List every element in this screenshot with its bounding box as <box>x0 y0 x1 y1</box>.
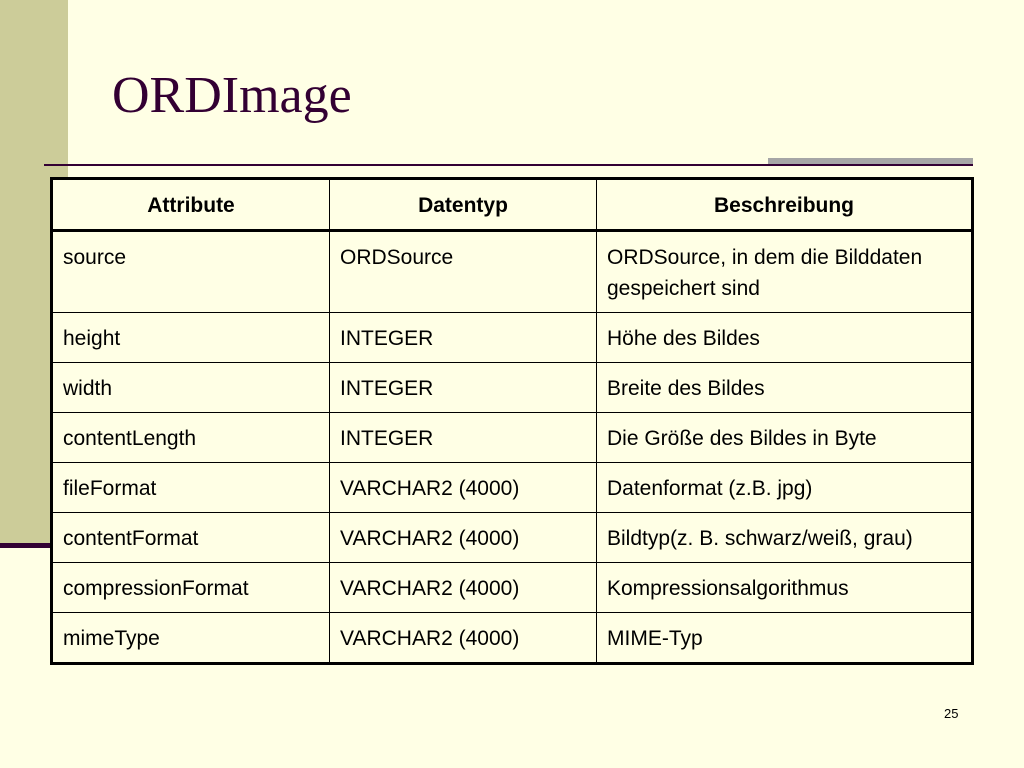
table-row <box>52 313 973 363</box>
cell-attribute: mimeType <box>52 613 330 664</box>
cell-datentyp: VARCHAR2 (4000) <box>330 463 597 513</box>
cell-beschreibung: Datenformat (z.B. jpg) <box>597 463 973 513</box>
cell-beschreibung: Kompressionsalgorithmus <box>597 563 973 613</box>
cell-datentyp: VARCHAR2 (4000) <box>330 613 597 664</box>
cell-datentyp: VARCHAR2 (4000) <box>330 563 597 613</box>
cell-attribute: source <box>52 231 330 313</box>
table-header-row <box>52 179 973 231</box>
header-datentyp: Datentyp <box>330 179 597 231</box>
table-row <box>52 413 973 463</box>
cell-datentyp: INTEGER <box>330 313 597 363</box>
cell-beschreibung: Bildtyp(z. B. schwarz/weiß, grau) <box>597 513 973 563</box>
cell-datentyp: VARCHAR2 (4000) <box>330 513 597 563</box>
cell-beschreibung: Höhe des Bildes <box>597 313 973 363</box>
cell-attribute: fileFormat <box>52 463 330 513</box>
page-number: 25 <box>944 706 959 721</box>
cell-beschreibung: ORDSource, in dem die Bilddaten gespeichert sind <box>597 231 973 313</box>
table-row <box>52 363 973 413</box>
table-row <box>52 513 973 563</box>
cell-attribute: height <box>52 313 330 363</box>
table-row <box>52 563 973 613</box>
cell-attribute: contentLength <box>52 413 330 463</box>
cell-datentyp: INTEGER <box>330 413 597 463</box>
attribute-table <box>50 177 974 665</box>
header-beschreibung: Beschreibung <box>597 179 973 231</box>
header-attribute: Attribute <box>52 179 330 231</box>
cell-beschreibung: Breite des Bildes <box>597 363 973 413</box>
table-row <box>52 613 973 664</box>
cell-attribute: compressionFormat <box>52 563 330 613</box>
cell-datentyp: ORDSource <box>330 231 597 313</box>
cell-beschreibung: MIME-Typ <box>597 613 973 664</box>
cell-beschreibung: Die Größe des Bildes in Byte <box>597 413 973 463</box>
cell-attribute: width <box>52 363 330 413</box>
cell-attribute: contentFormat <box>52 513 330 563</box>
table-row <box>52 463 973 513</box>
table-row <box>52 231 973 313</box>
cell-datentyp: INTEGER <box>330 363 597 413</box>
title-underline <box>44 164 973 166</box>
slide-title: ORDImage <box>112 67 352 124</box>
